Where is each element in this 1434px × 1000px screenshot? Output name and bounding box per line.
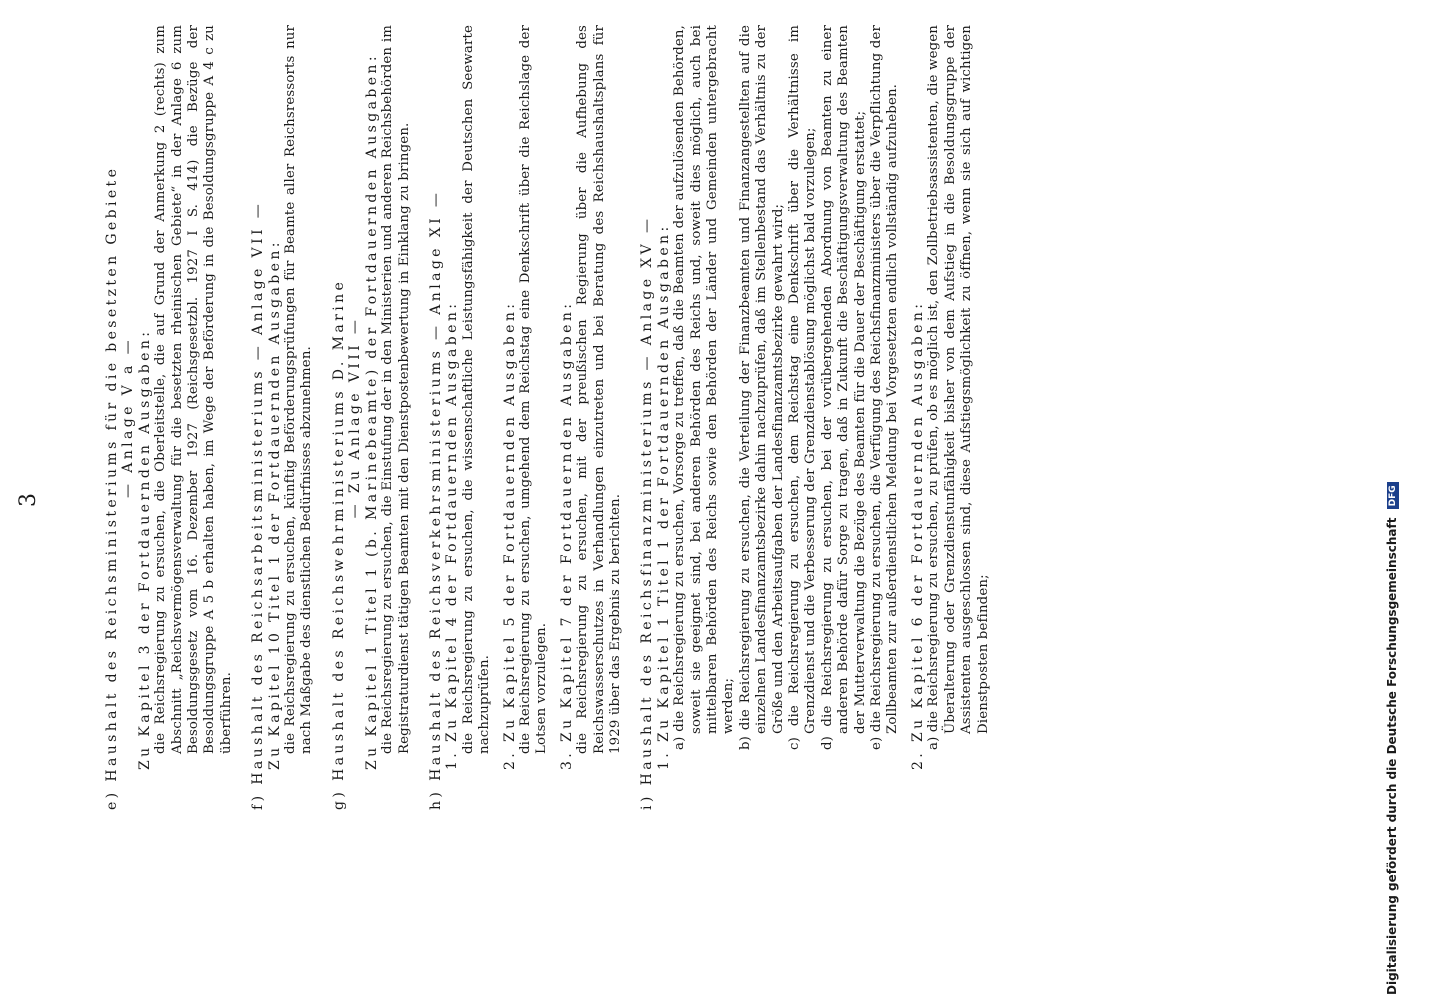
section-g-anlage: — Zu Anlage VIII — — [347, 316, 364, 519]
digitization-credit — [1385, 482, 1399, 995]
section-g-kapitel: Zu Kapitel 1 Titel 1 (b. Marinebeamte) der Fortdauernden Ausgaben: — [363, 53, 380, 770]
dfg-logo: DFG — [1387, 482, 1399, 509]
section-g-heading: g) Haushalt des Reichswehrministeriums D. Marine — [330, 278, 347, 810]
section-f-heading: f) Haushalt des Reichsarbeitsministeriums — Anlage VII — — [250, 200, 267, 810]
section-i-item1-point-d: d) die Reichsregierung zu ersuchen, bei der vorübergehenden Abordnung von Beamten zu einer anderen Behörde dafür Sorge zu tragen, daß in Zukunft die Beschäftigungsverwaltung des Beamten der Mutterverwaltung die Bezüge des Beamten für die Dauer der Beschäftigung erstattet; — [819, 25, 868, 750]
section-g-text: die Reichsregierung zu ersuchen, die Einstufung der in den Ministerien und anderen Reichsbehörden im Registraturdienst tätigen Beamten mit den Dienstpostenbewertung in Einklang zu bringen. — [380, 25, 412, 754]
section-h-item2-text: die Reichsregierung zu ersuchen, umgehend dem Reichstag eine Denkschrift über die Reichslage der Lotsen vorzulegen. — [517, 25, 550, 754]
section-i-item1-point-b: b) die Reichsregierung zu ersuchen, die Verteilung der Finanzbeamten und Finanzangestellten auf die einzelnen Landesfinanzamtsbezirke dahin nachzuprüfen, daß im Stellenbestand das Verhältnis zu der Größe und den Arbeitsaufgaben der Landesfinanzamtsbezirke gewahrt wird; — [737, 25, 786, 750]
section-h-item3-text: die Reichsregierung zu ersuchen, mit der preußischen Regierung über die Aufhebung des Reichswasserschutzes in Verhandlungen einzutreten und bei Beratung des Reichshaushaltsplans für 1929 über das Ergebnis zu berichten. — [575, 25, 623, 754]
section-f-kapitel: Zu Kapitel 10 Titel 1 der Fortdauernden Ausgaben: — [266, 239, 283, 770]
section-e-text: die Reichsregierung zu ersuchen, die Oberleitstelle, die auf Grund der Anmerkung 2 (rechts) zum Abschnitt „Reichsvermögensverwaltung für die besetzten rheinischen Gebiete“ in der Anlage 6 zum Besoldungsgesetz vom 16. Dezember 1927 (Reichsgesetzbl. 1927 I S. 414) die Bezüge der Besoldungsgruppe A 5 b erhalten haben, im Wege der Beförderung in die Besoldungsgruppe A 4 c zu überführen. — [153, 25, 234, 754]
section-i-item1-kapitel: 1. Zu Kapitel 1 Titel 1 der Fortdauernden Ausgaben: — [655, 223, 672, 770]
section-h-item1-kapitel: 1. Zu Kapitel 4 der Fortdauernden Ausgaben: — [444, 300, 461, 770]
section-i-item1-point-a: a) die Reichsregierung zu ersuchen, Vorsorge zu treffen, daß die Beamten der aufzulösenden Behörden, soweit sie geeignet sind, bei anderen Behörden des Reichs und, soweit dies möglich, auch bei mittelbaren Behörden des Reichs sowie den Behörden der Länder und Gemeinden untergebracht werden; — [672, 25, 737, 750]
section-i-item1-point-c: c) die Reichsregierung zu ersuchen, dem Reichstag eine Denkschrift über die Verhältnisse im Grenzdienst und die Verbesserung der Grenzdienstablösung möglichst bald vorzulegen; — [787, 25, 819, 750]
digitization-credit-text: Digitalisierung gefördert durch die Deutsche Forschungsgemeinschaft — [1385, 517, 1399, 995]
section-i-heading: i) Haushalt des Reichsfinanzministeriums — Anlage XV — — [639, 215, 656, 810]
section-i-item2-point-a: a) die Reichsregierung zu ersuchen, zu prüfen, ob es möglich ist, den Zollbetriebsassistenten, die wegen Überalterung oder Grenzdienstunfähigkeit bisher von dem Aufstieg in die Besoldungsgruppe der Assistenten ausgeschlossen sind, diese Aufstiegsmöglichkeit zu öffnen, wenn sie sich auf wichtigen Dienstposten befinden; — [926, 25, 991, 750]
section-h-item2-kapitel: 2. Zu Kapitel 5 der Fortdauernden Ausgaben: — [501, 300, 518, 770]
section-i-item1-point-e: e) die Reichsregierung zu ersuchen, die Verfügung des Reichsfinanzministers über die Verpflichtung der Zollbeamten zur außerdienstlichen Meldung bei Vorgesetzten endlich vollständig aufzuheben. — [869, 25, 901, 750]
section-h-item3-kapitel: 3. Zu Kapitel 7 der Fortdauernden Ausgaben: — [558, 300, 575, 770]
section-f-text: die Reichsregierung zu ersuchen, künftig Beförderungsprüfungen für Beamte aller Reichsressorts nur nach Maßgabe des dienstlichen Bedürfnisses abzunehmen. — [283, 25, 315, 754]
section-h-heading: h) Haushalt des Reichsverkehrsministeriums — Anlage XI — — [427, 189, 444, 810]
page-number: 3 — [16, 493, 41, 507]
section-h-item1-text: die Reichsregierung zu ersuchen, die wissenschaftliche Leistungsfähigkeit der Deutschen Seewarte nachzuprüfen. — [460, 25, 493, 754]
section-e-anlage: — Anlage V a — — [120, 336, 137, 499]
section-e-kapitel: Zu Kapitel 3 der Fortdauernden Ausgaben: — [136, 328, 153, 770]
document-body — [104, 25, 992, 810]
section-i-item2-kapitel: 2. Zu Kapitel 6 der Fortdauernden Ausgaben: — [909, 300, 926, 770]
section-e-heading: e) Haushalt des Reichsministeriums für die besetzten Gebiete — [104, 165, 120, 810]
